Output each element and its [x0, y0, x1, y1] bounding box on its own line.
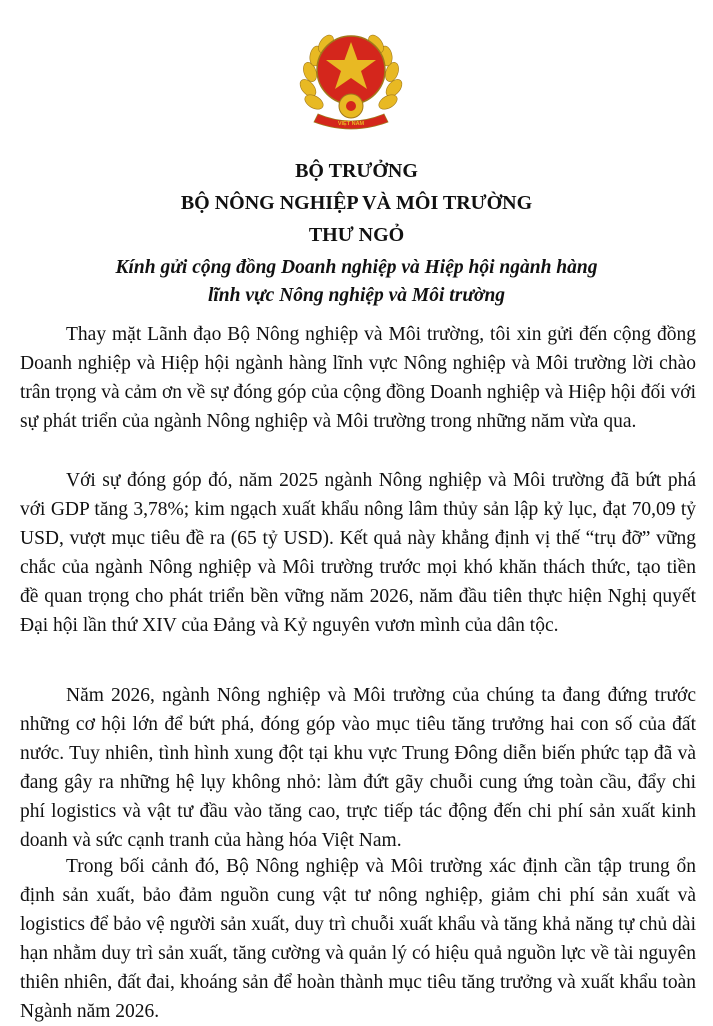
ministry-name: BỘ NÔNG NGHIỆP VÀ MÔI TRƯỜNG [180, 192, 533, 214]
addressee-line-1: Kính gửi cộng đồng Doanh nghiệp và Hiệp hội ngành hàng [115, 257, 598, 278]
addressee-line-2: lĩnh vực Nông nghiệp và Môi trường [207, 285, 506, 306]
paragraph-1: Thay mặt Lãnh đạo Bộ Nông nghiệp và Môi trường, tôi xin gửi đến cộng đồng Doanh nghiệp và Hiệp hội ngành hàng lĩnh vực Nông nghiệp và Môi trường lời chào trân trọng và cảm ơn về sự đóng góp của cộng đồng Doanh nghiệp và Hiệp hội đối với sự phát triển của ngành Nông nghiệp và Môi trường trong những năm vừa qua. [20, 324, 696, 432]
paragraph-2: Với sự đóng góp đó, năm 2025 ngành Nông nghiệp và Môi trường đã bứt phá với GDP tăng 3,78%; kim ngạch xuất khẩu nông lâm thủy sản lập kỷ lục, đạt 70,09 tỷ USD, vượt mục tiêu đề ra (65 tỷ USD). Kết quả này khẳng định vị thế “trụ đỡ” vững chắc của ngành Nông nghiệp và Môi trường trước mọi khó khăn thách thức, tạo tiền đề quan trọng cho phát triển bền vững năm 2026, năm đầu tiên thực hiện Nghị quyết Đại hội lần thứ XIV của Đảng và Kỷ nguyên vươn mình của dân tộc. [20, 470, 696, 636]
vietnam-national-emblem-icon [296, 22, 406, 132]
emblem-ribbon-text: VIỆT NAM [337, 121, 365, 127]
letter-title: THƯ NGỎ [308, 224, 405, 246]
paragraph-4: Trong bối cảnh đó, Bộ Nông nghiệp và Môi trường xác định cần tập trung ổn định sản xuất, bảo đảm nguồn cung vật tư nông nghiệp, giảm chi phí sản xuất và logistics để bảo vệ người sản xuất, duy trì chuỗi xuất khẩu và tăng khả năng tự chủ dài hạn nhằm duy trì sản xuất, tăng cường và quản lý có hiệu quả nguồn lực về tài nguyên thiên nhiên, đất đai, khoáng sản để hoàn thành mục tiêu tăng trưởng và xuất khẩu toàn Ngành năm 2026. [20, 856, 696, 1022]
minister-title: BỘ TRƯỞNG [295, 160, 418, 182]
paragraph-3: Năm 2026, ngành Nông nghiệp và Môi trường của chúng ta đang đứng trước những cơ hội lớn để bứt phá, đóng góp vào mục tiêu tăng trưởng hai con số của đất nước. Tuy nhiên, tình hình xung đột tại khu vực Trung Đông diễn biến phức tạp đã và đang gây ra những hệ lụy không nhỏ: làm đứt gãy chuỗi cung ứng toàn cầu, đẩy chi phí logistics và vật tư đầu vào tăng cao, trực tiếp tác động đến chi phí sản xuất kinh doanh và sức cạnh tranh của hàng hóa Việt Nam. [20, 685, 696, 851]
